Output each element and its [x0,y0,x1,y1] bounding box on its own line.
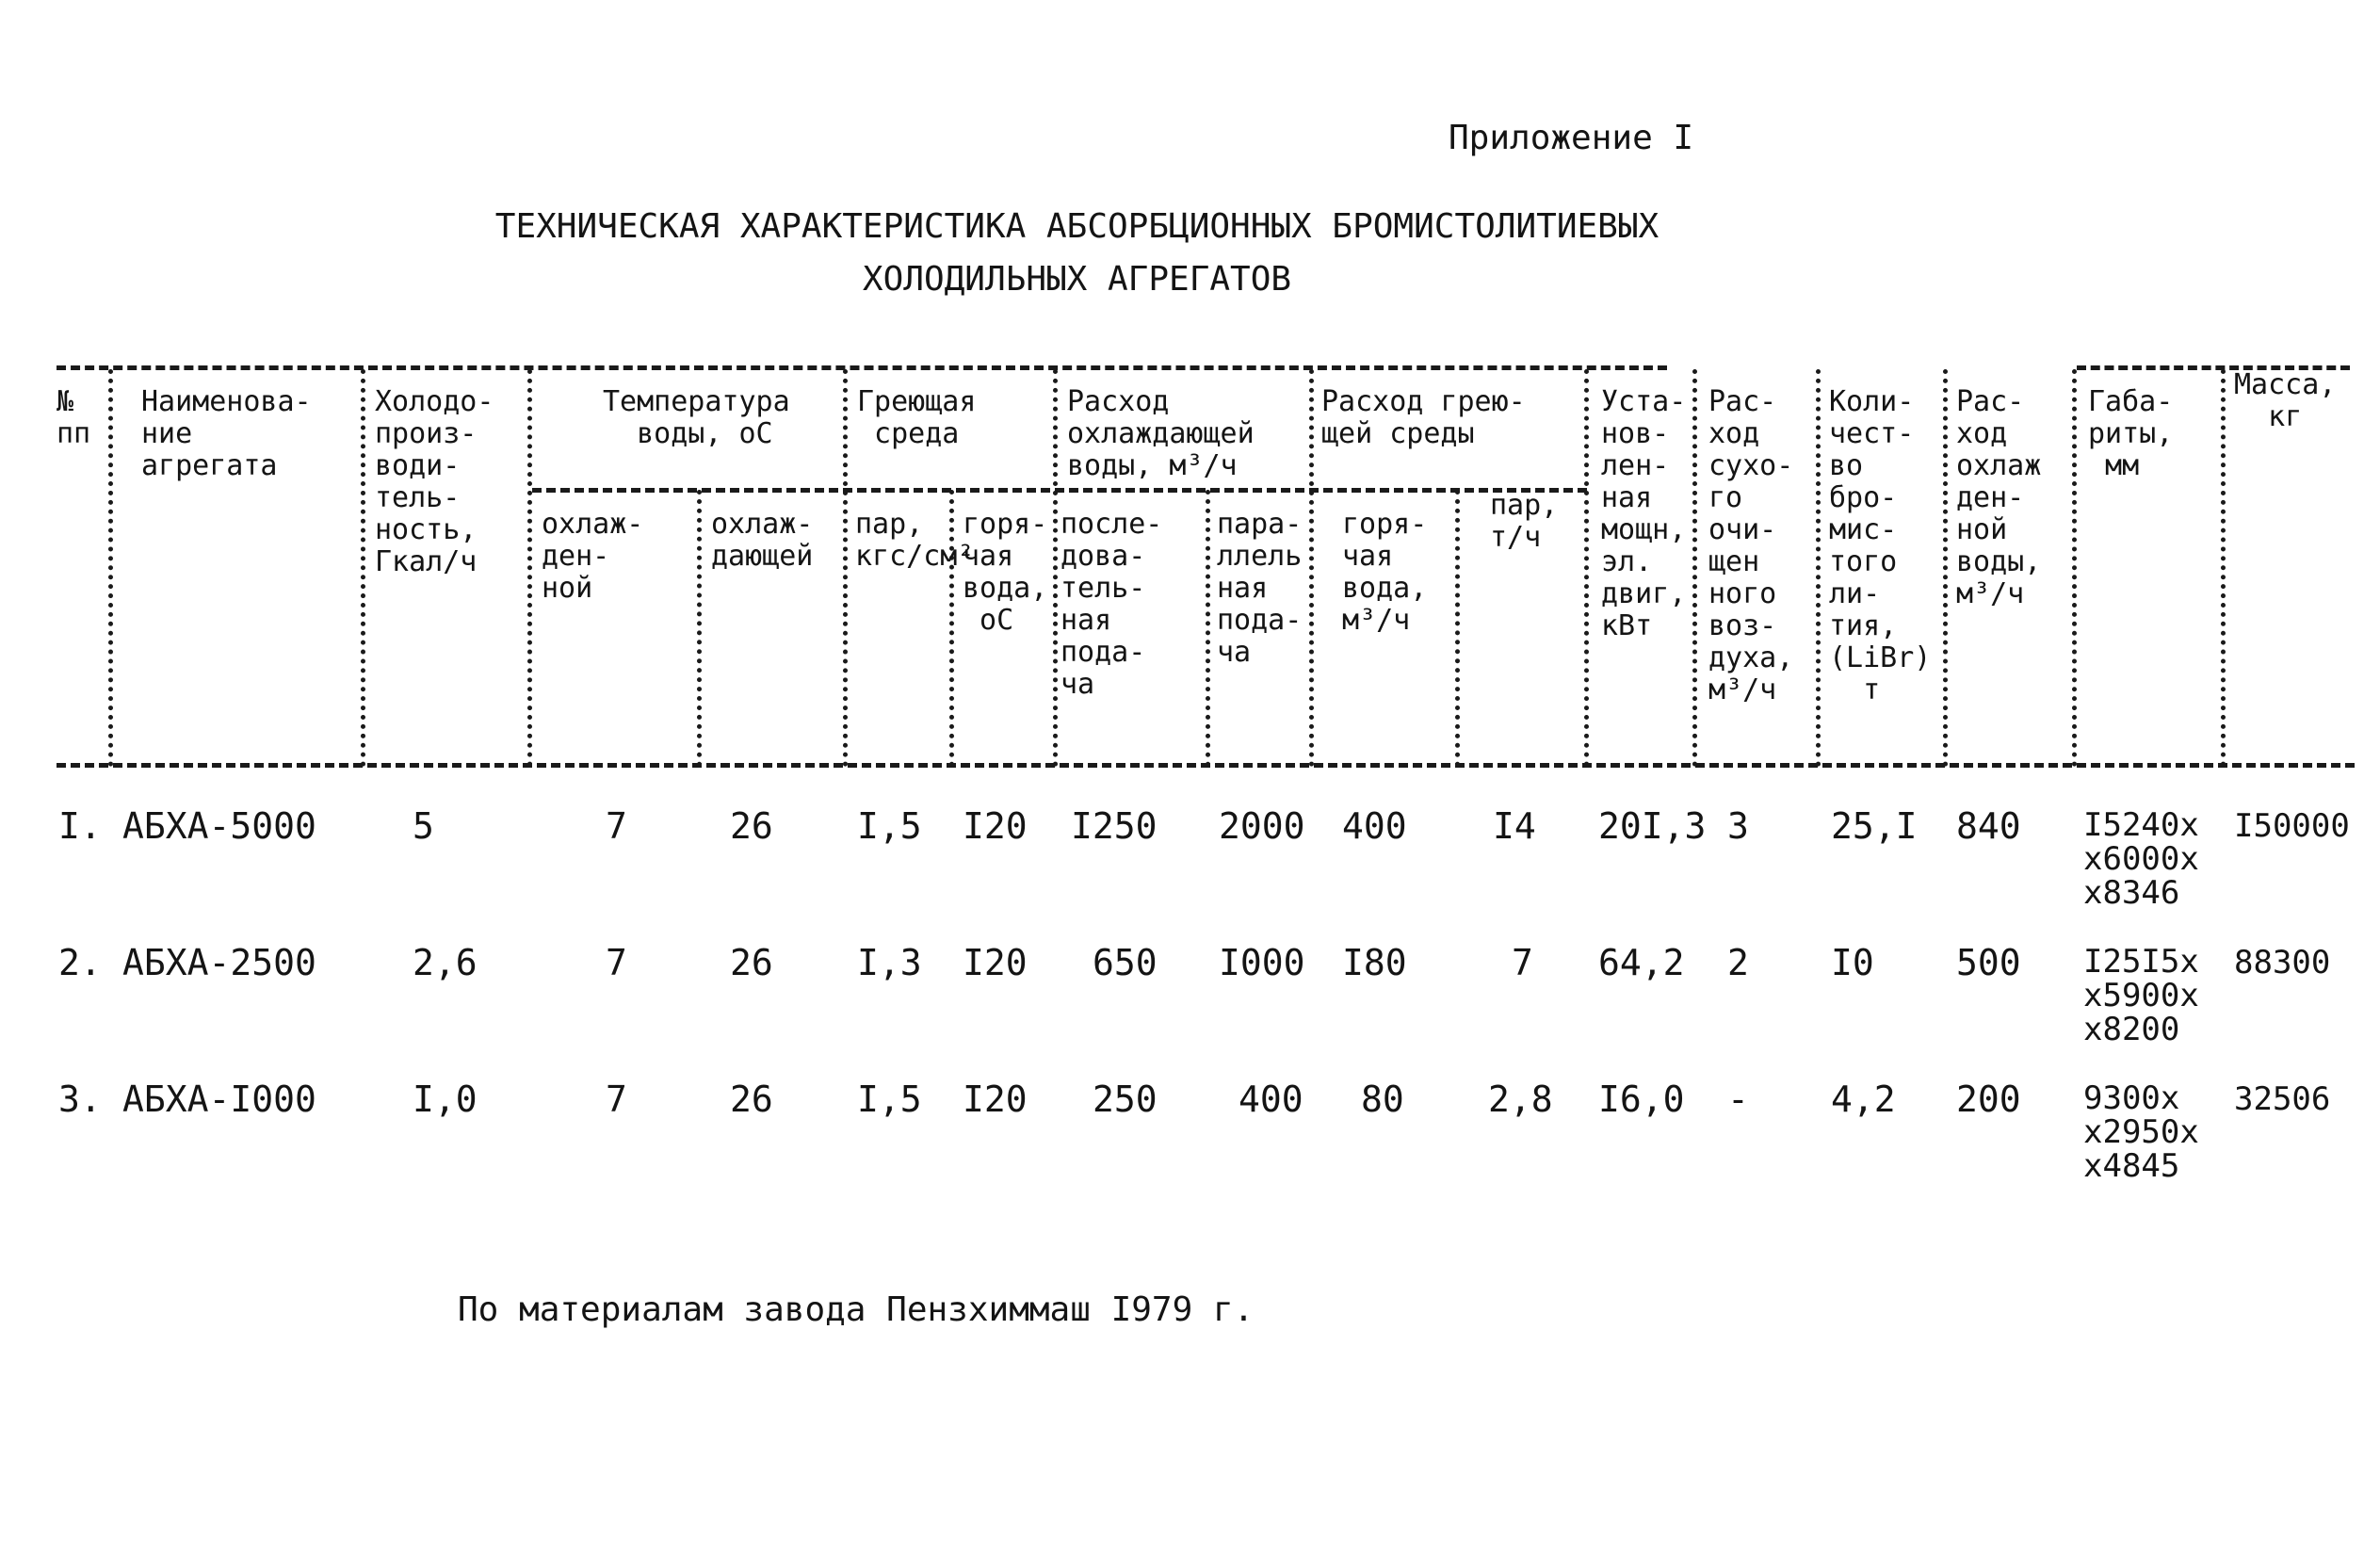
header-name: Наименова- ние агрегата [141,385,312,482]
row2-power: 64,2 [1598,942,1685,983]
header-num: № пп [57,385,91,450]
col-divider [2072,369,2077,767]
row1-heat-water: 400 [1342,805,1407,847]
col-divider [697,490,702,767]
row1-name: АБХА-5000 [122,805,316,847]
header-dims: Габа- риты, мм [2088,385,2174,482]
header-temp-cooling: охлаж- дающей [711,508,814,573]
row2-libr: I0 [1831,942,1874,983]
row1-cool: 5 [413,805,434,847]
row1-chilled: 840 [1956,805,2021,847]
row2-steam-p: I,3 [857,942,922,983]
row2-heat-water: I80 [1342,942,1407,983]
header-coolflow: Расход охлаждающей воды, м³/ч [1067,385,1255,482]
header-cool: Холодо- произ- води- тель- ность, Гкал/ч [375,385,494,578]
row2-water-t: I20 [963,942,1028,983]
header-air: Рас- ход сухо- го очи- щен ного воз- духа, м³/ч [1708,385,1794,706]
row3-mass: 32506 [2234,1080,2331,1118]
row3-steam-p: I,5 [857,1079,922,1120]
col-divider [1943,369,1948,767]
col-divider [1816,369,1821,767]
appendix-label: Приложение I [1449,119,1694,157]
row1-libr: 25,I [1831,805,1918,847]
col-divider [527,369,532,767]
row2-flow-series: 650 [1093,942,1158,983]
row2-num: 2. [58,942,102,983]
row1-steam-p: I,5 [857,805,922,847]
header-coolflow-parallel: пара- ллель ная пода- ча [1217,508,1303,669]
col-divider [108,369,113,767]
row2-chilled: 500 [1956,942,2021,983]
row3-name: АБХА-I000 [122,1079,316,1120]
row1-t-cooling: 26 [730,805,773,847]
header-heatflow-steam: пар, т/ч [1490,489,1559,554]
row3-air: - [1727,1079,1749,1120]
title-line-2: ХОЛОДИЛЬНЫХ АГРЕГАТОВ [862,260,1292,299]
col-divider [1309,369,1314,767]
source-footer: По материалам завода Пензхиммаш I979 г. [458,1290,1255,1329]
row2-air: 2 [1727,942,1749,983]
row1-flow-parallel: 2000 [1219,805,1305,847]
row2-cool: 2,6 [413,942,478,983]
row2-t-chilled: 7 [606,942,627,983]
row3-water-t: I20 [963,1079,1028,1120]
row1-num: I. [58,805,102,847]
row3-num: 3. [58,1079,102,1120]
header-mass: Масса, кг [2234,368,2337,433]
row3-flow-parallel: 400 [1239,1079,1303,1120]
row3-power: I6,0 [1598,1079,1685,1120]
row3-heat-water: 80 [1361,1079,1404,1120]
header-heat: Греющая среда [857,385,977,450]
header-heatflow-water: горя- чая вода, м³/ч [1342,508,1428,637]
row2-mass: 88300 [2234,944,2331,981]
row3-libr: 4,2 [1831,1079,1896,1120]
row3-dims: 9300х х2950х х4845 [2083,1079,2199,1185]
row1-air: 3 [1727,805,1749,847]
row2-flow-parallel: I000 [1219,942,1305,983]
col-divider [1053,369,1058,767]
col-divider [2221,369,2226,767]
row2-dims: I25I5х х5900х х8200 [2083,943,2199,1048]
row3-chilled: 200 [1956,1079,2021,1120]
header-heatflow: Расход грею- щей среды [1321,385,1526,450]
header-coolflow-series: после- дова- тель- ная пода- ча [1060,508,1163,701]
row1-flow-series: I250 [1071,805,1158,847]
header-sub-rule [532,488,1587,493]
row1-heat-steam: I4 [1493,805,1536,847]
row1-dims: I5240х х6000х х8346 [2083,806,2199,912]
row3-heat-steam: 2,8 [1488,1079,1553,1120]
row2-t-cooling: 26 [730,942,773,983]
header-chilledflow: Рас- ход охлаж ден- ной воды, м³/ч [1956,385,2042,610]
header-temp: Температура воды, оС [603,385,790,450]
row1-t-chilled: 7 [606,805,627,847]
row3-t-chilled: 7 [606,1079,627,1120]
col-divider [1455,490,1460,767]
col-divider [1584,369,1589,767]
col-divider [1206,490,1210,767]
row3-flow-series: 250 [1093,1079,1158,1120]
header-libr: Коли- чест- во бро- мис- того ли- тия, (LiBr) т [1829,385,1932,706]
header-temp-chilled: охлаж- ден- ной [542,508,644,605]
row1-water-t: I20 [963,805,1028,847]
header-heat-water: горя- чая вода, оС [963,508,1048,637]
table-top-rule [57,365,1667,370]
title-line-1: ТЕХНИЧЕСКАЯ ХАРАКТЕРИСТИКА АБСОРБЦИОННЫХ БРОМИСТОЛИТИЕВЫХ [494,207,1660,246]
row1-power: 20I,3 [1598,805,1707,847]
row3-cool: I,0 [413,1079,478,1120]
header-power: Уста- нов- лен- ная мощн, эл. двиг, кВт [1601,385,1687,642]
row2-heat-steam: 7 [1512,942,1533,983]
header-heat-steam: пар, кгс/см² [855,508,975,573]
row2-name: АБХА-2500 [122,942,316,983]
col-divider [1692,369,1697,767]
row3-t-cooling: 26 [730,1079,773,1120]
col-divider [361,369,365,767]
row1-mass: I50000 [2234,807,2350,845]
col-divider [843,369,848,767]
